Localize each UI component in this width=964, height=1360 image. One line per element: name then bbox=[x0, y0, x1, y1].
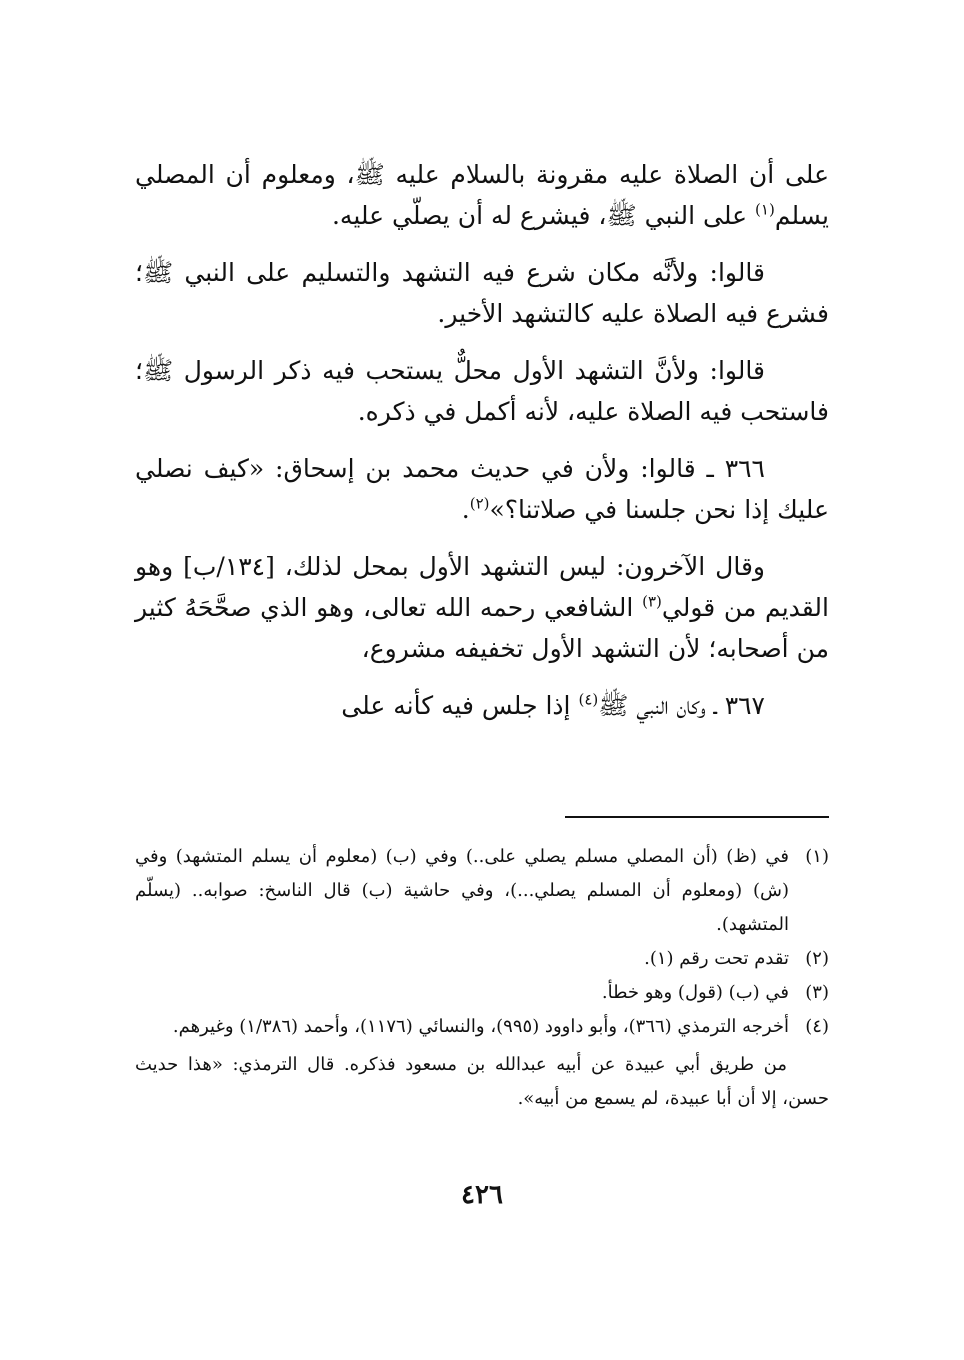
footnote-text: في (ب) (قول) وهو خطأ. bbox=[601, 982, 789, 1003]
footnote-4 bbox=[135, 1010, 829, 1044]
paragraph-text-continued: . bbox=[461, 495, 470, 524]
footnote-separator bbox=[565, 816, 829, 818]
footnote-number: (٤) bbox=[805, 1016, 829, 1037]
footnote-ref-1: (١) bbox=[755, 200, 775, 219]
footnote-2 bbox=[135, 942, 829, 976]
footnote-number: (٣) bbox=[805, 982, 829, 1003]
footnote-text: في (ظ) (أن المصلي مسلم يصلي على..) وفي (ب) (معلوم أن يسلم المتشهد) وفي (ش) (ومعلوم أن المسلم يصلي...)، وفي حاشية (ب) قال الناسخ: صوابه.. (يسلّم المتشهد). bbox=[135, 846, 789, 935]
footnote-text: أخرجه الترمذي (٣٦٦)، وأبو داوود (٩٩٥)، والنسائي (١١٧٦)، وأحمد (١/٣٨٦) وغيرهم. bbox=[172, 1016, 789, 1037]
footnotes bbox=[135, 840, 829, 1116]
paragraph-text: وقال الآخرون: ليس التشهد الأول بمحل لذلك، [١٣٤/ب] وهو القديم من قولي bbox=[135, 552, 829, 622]
paragraph-text: ٣٦٦ ـ قالوا: ولأن في حديث محمد بن إسحاق: «كيف نصلي عليك إذا نحن جلسنا في صلاتنا؟» bbox=[135, 454, 829, 524]
footnote-ref-2: (٢) bbox=[469, 494, 490, 513]
paragraph-366 bbox=[135, 448, 829, 530]
paragraph-text: ٣٦٧ ـ وكان النبي ﷺ bbox=[598, 691, 765, 720]
main-text bbox=[135, 154, 829, 742]
footnote-text: تقدم تحت رقم (١). bbox=[644, 948, 789, 969]
paragraph-3: قالوا: ولأنَّ التشهد الأول محلٌّ يستحب فيه ذكر الرسول ﷺ؛ فاستحب فيه الصلاة عليه، لأنه أكمل في ذكره. bbox=[135, 356, 829, 426]
paragraph-text: على أن الصلاة عليه مقرونة بالسلام عليه ﷺ، ومعلوم أن المصلي يسلم bbox=[135, 160, 829, 230]
footnote-ref-4: (٤) bbox=[578, 690, 599, 709]
paragraph-text-continued: الشافعي رحمه الله تعالى، وهو الذي صحَّحَهُ كثير من أصحابه؛ لأن التشهد الأول تخفيفه مشروع، bbox=[135, 593, 829, 663]
footnote-1 bbox=[135, 840, 829, 942]
page-number: ٤٢٦ bbox=[461, 1180, 503, 1210]
paragraph-1 bbox=[135, 154, 829, 236]
paragraph-text-continued: على النبي ﷺ، فيشرع له أن يصلّي عليه. bbox=[331, 201, 756, 230]
footnote-number: (١) bbox=[805, 846, 829, 867]
footnote-continuation: من طريق أبي عبيدة عن أبيه عبدالله بن مسعود فذكره. قال الترمذي: «هذا حديث حسن، إلا أن أبا عبيدة، لم يسمع من أبيه». bbox=[135, 1054, 829, 1109]
paragraph-text-continued: إذا جلس فيه كأنه على bbox=[341, 691, 579, 720]
paragraph-2: قالوا: ولأنَّه مكان شرع فيه التشهد والتسليم على النبي ﷺ؛ فشرع فيه الصلاة عليه كالتشهد الأخير. bbox=[135, 258, 829, 328]
paragraph-5 bbox=[135, 546, 829, 669]
footnote-3 bbox=[135, 976, 829, 1010]
footnote-ref-3: (٣) bbox=[642, 592, 662, 611]
paragraph-367 bbox=[135, 685, 829, 726]
footnote-number: (٢) bbox=[805, 948, 829, 969]
